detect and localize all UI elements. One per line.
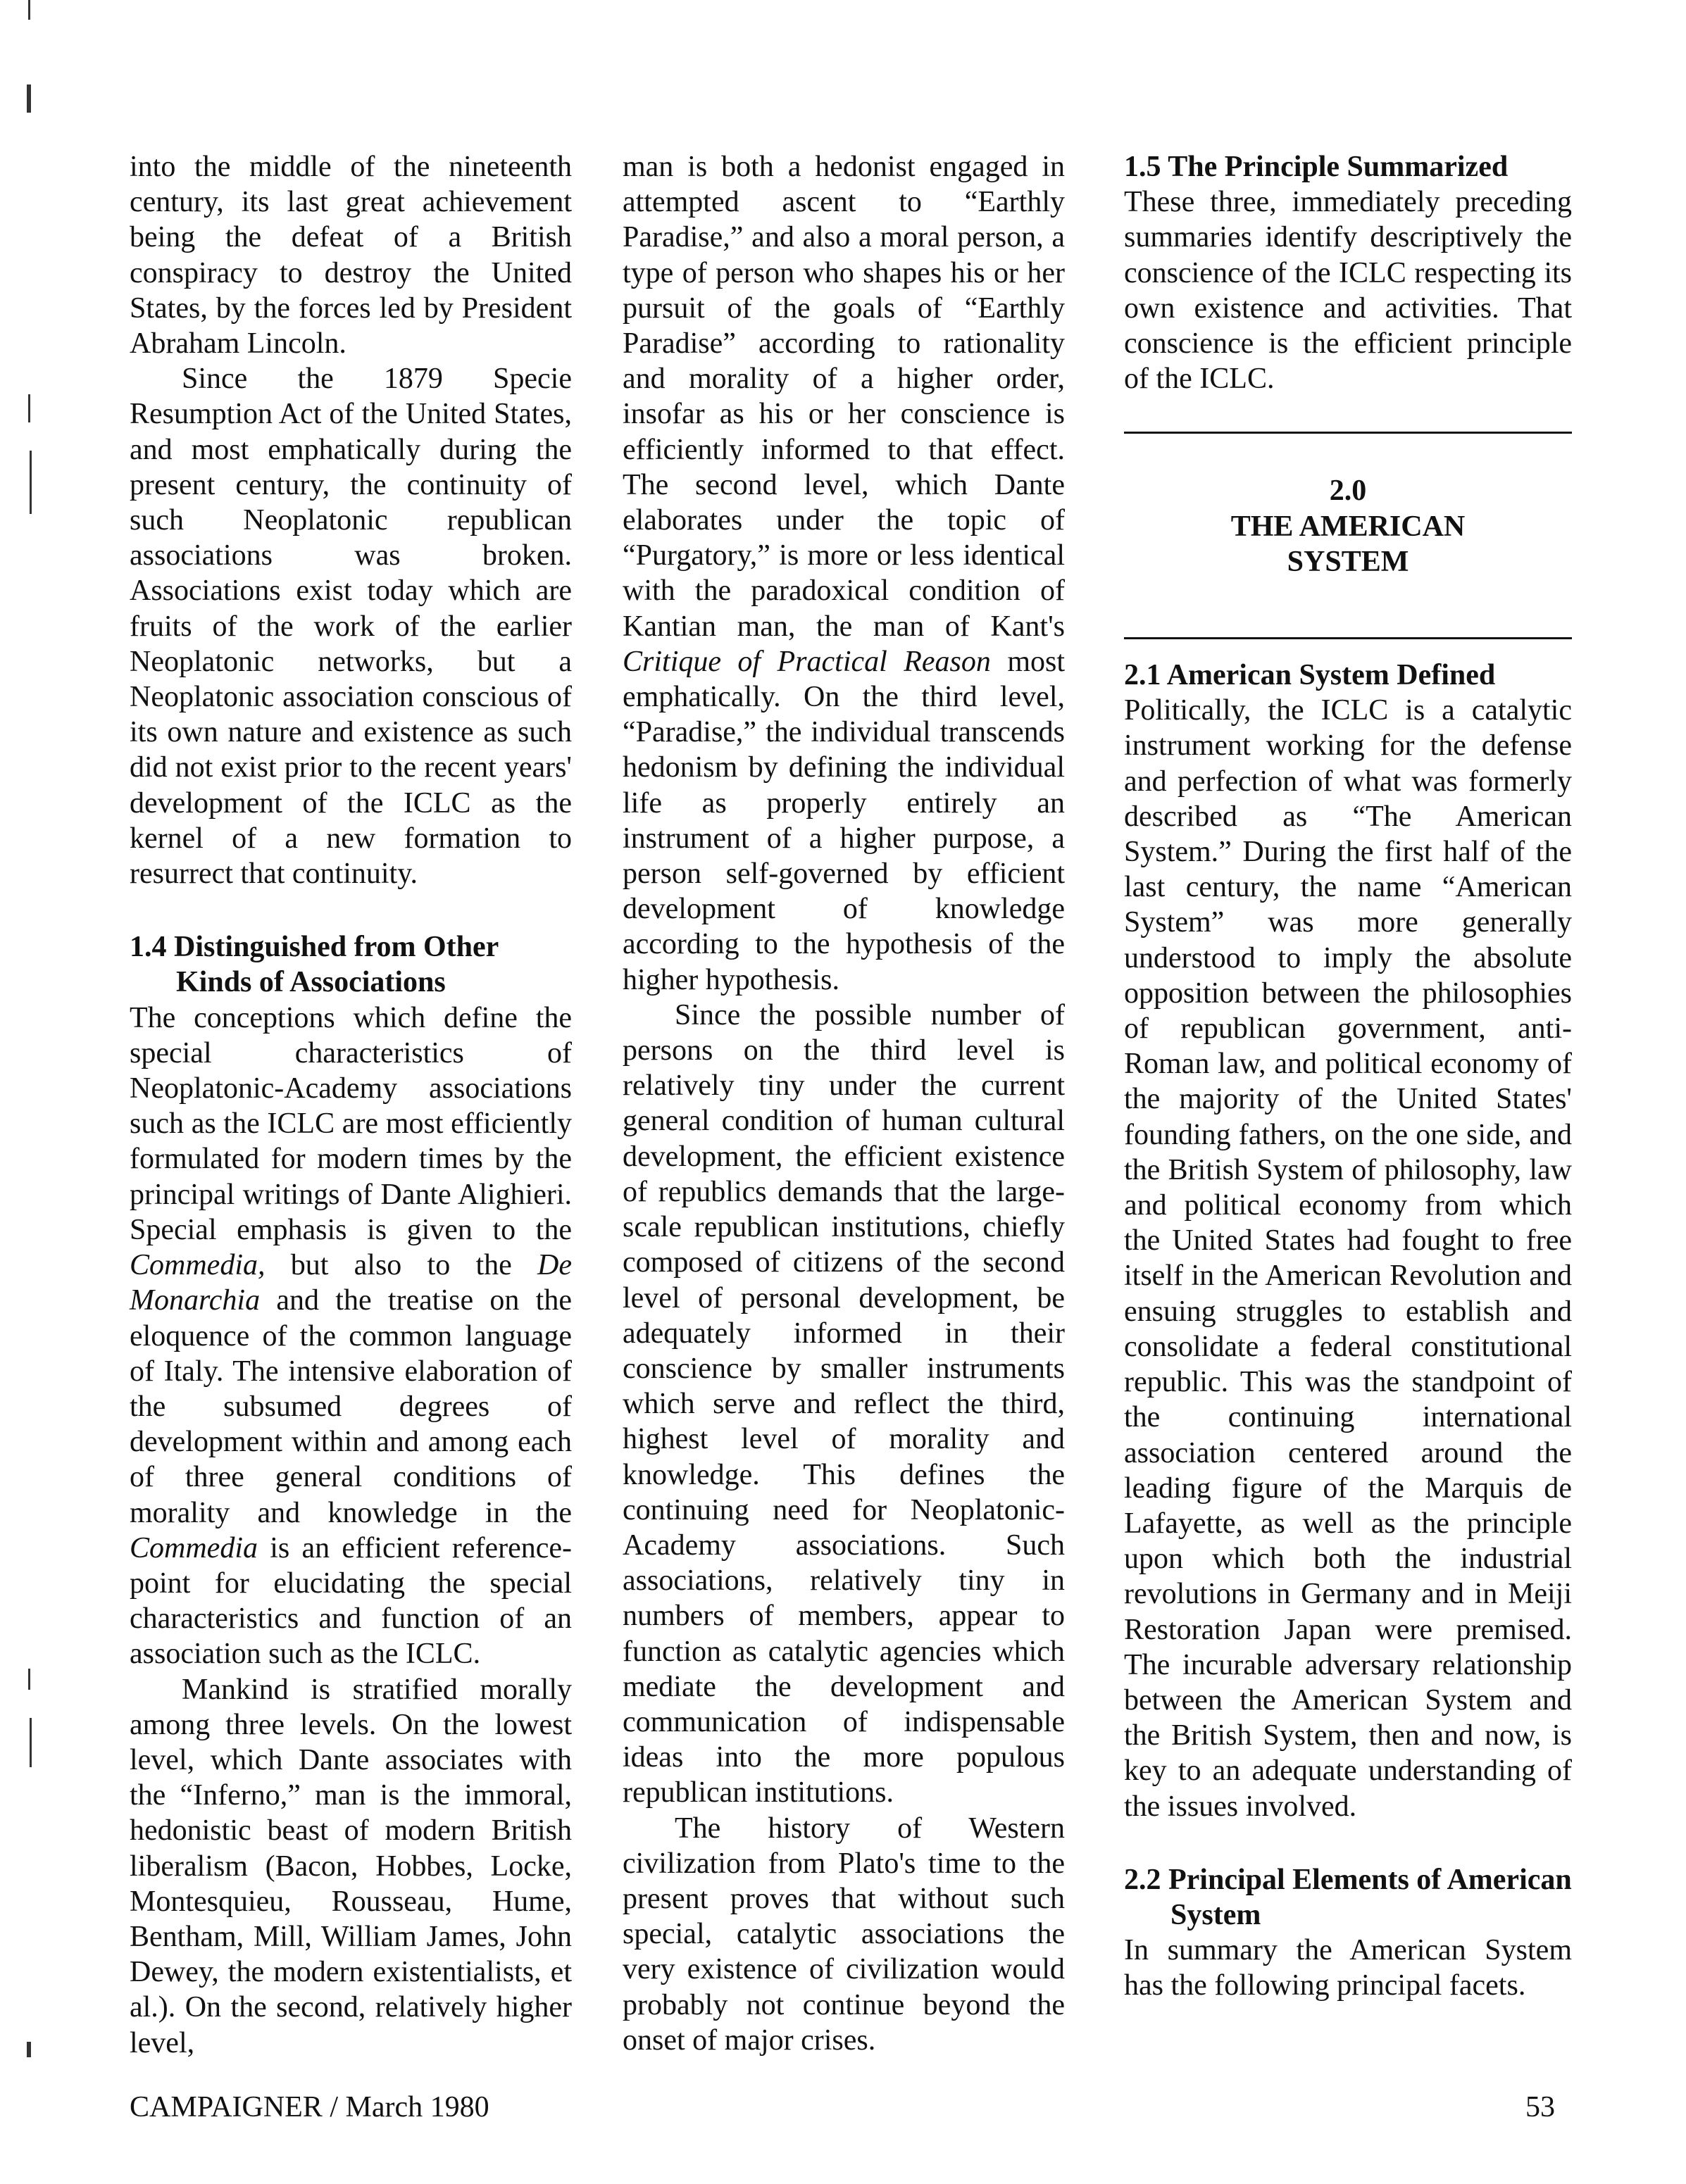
section-heading-2-1: 2.1 American System Defined	[1124, 659, 1496, 692]
binding-mark	[28, 0, 30, 20]
column-middle	[623, 149, 1065, 2058]
paragraph: man is both a hedonist engaged in attempted ascent to “Earthly Paradise,” and also a moral person, a type of person who shapes his or her pursuit of the goals of “Earthly Paradise” according to rationality and morality of a higher order, insofar as his or her conscience is efficiently informed to that effect. The second level, which Dante elaborates under the topic of “Purgatory,” is more or less identical with the paradoxical condition of Kantian man, the man of Kant's Critique of Practical Reason most emphatically. On the third level, “Paradise,” the individual transcends hedonism by defining the individual life as properly entirely an instrument of a higher purpose, a person self-governed by efficient development of knowledge according to the hypothesis of the higher hypothesis.	[623, 151, 1065, 996]
column-right	[1124, 149, 1572, 2004]
column-left	[130, 149, 572, 2061]
paragraph: The conceptions which define the special characteristics of Neoplatonic-Academy associations such as the ICLC are most efficiently formulated for modern times by the principal writings of Dante Alighieri. Special emphasis is given to the Commedia, but also to the De Monarchia and the treatise on the eloquence of the common language of Italy. The intensive elaboration of the subsumed degrees of development within and among each of three general conditions of morality and knowledge in the Commedia is an efficient reference-point for elucidating the special characteristics and function of an association such as the ICLC.	[130, 1001, 572, 1671]
section-title: THE AMERICAN	[1230, 510, 1466, 543]
running-footer: CAMPAIGNER / March 1980	[130, 2091, 489, 2123]
page-number: 53	[1525, 2091, 1555, 2123]
paragraph: Mankind is stratified morally among three levels. On the lowest level, which Dante associates with the “Inferno,” man is the immoral, hedonistic beast of modern British liberalism (Bacon, Hobbes, Locke, Montesquieu, Rousseau, Hume, Bentham, Mill, William James, John Dewey, the modern existentialists, et al.). On the second, relatively higher level,	[130, 1673, 572, 2059]
binding-mark	[28, 394, 30, 422]
paragraph: These three, immediately preceding summaries identify descriptively the conscience of the ICLC respecting its own existence and activities. That conscience is the efficient principle of the ICLC.	[1124, 186, 1572, 396]
paragraph: into the middle of the nineteenth century, its last great achievement being the defeat of a British conspiracy to destroy the United States, by the forces led by President Abraham Lincoln.	[130, 151, 572, 360]
binding-mark	[27, 84, 31, 113]
section-heading-1-4: 1.4 Distinguished from Other Kinds of Associations	[130, 931, 499, 999]
binding-mark	[28, 1669, 30, 1690]
paragraph: Since the 1879 Specie Resumption Act of the United States, and most emphatically during the present century, the continuity of such Neoplatonic republican associations was broken. Associations exist today which are fruits of the work of the earlier Neoplatonic networks, but a Neoplatonic association conscious of its own nature and existence as such did not exist prior to the recent years' development of the ICLC as the kernel of a new formation to resurrect that continuity.	[130, 363, 572, 891]
section-number: 2.0	[1329, 475, 1367, 508]
paragraph: Since the possible number of persons on the third level is relatively tiny under the current general condition of human cultural development, the efficient existence of republics demands that the large-scale republican institutions, chiefly composed of citizens of the second level of personal development, be adequately informed in their conscience by smaller instruments which serve and reflect the third, highest level of morality and knowledge. This defines the continuing need for Neoplatonic-Academy associations. Such associations, relatively tiny in numbers of members, appear to function as catalytic agencies which mediate the development and communication of indispensable ideas into the more populous republican institutions.	[623, 998, 1065, 1809]
binding-mark	[30, 451, 32, 514]
paragraph: The history of Western civilization from Plato's time to the present proves that without such special, catalytic associations the very existence of civilization would probably not continue beyond the onset of major crises.	[623, 1812, 1065, 2057]
section-heading-2-2: 2.2 Principal Elements of American System	[1124, 1863, 1572, 1931]
paragraph: Politically, the ICLC is a catalytic instrument working for the defense and perfection of what was formerly described as “The American System.” During the first half of the last century, the name “American System” was more generally understood to imply the absolute opposition between the philosophies of republican government, anti-Roman law, and political economy of the majority of the United States' founding fathers, on the one side, and the British System of philosophy, law and political economy from which the United States had fought to free itself in the American Revolution and ensuing struggles to establish and consolidate a federal constitutional republic. This was the standpoint of the continuing international association centered around the leading figure of the Marquis de Lafayette, as well as the principle upon which both the industrial revolutions in Germany and in Meiji Restoration Japan were premised. The incurable adversary relationship between the American System and the British System, then and now, is key to an adequate understanding of the issues involved.	[1124, 694, 1572, 1823]
paragraph: In summary the American System has the following principal facets.	[1124, 1934, 1572, 2002]
section-heading-1-5: 1.5 The Principle Summarized	[1124, 151, 1509, 183]
binding-mark	[27, 2042, 31, 2057]
section-title: SYSTEM	[1287, 545, 1409, 578]
binding-mark	[30, 1718, 32, 1767]
